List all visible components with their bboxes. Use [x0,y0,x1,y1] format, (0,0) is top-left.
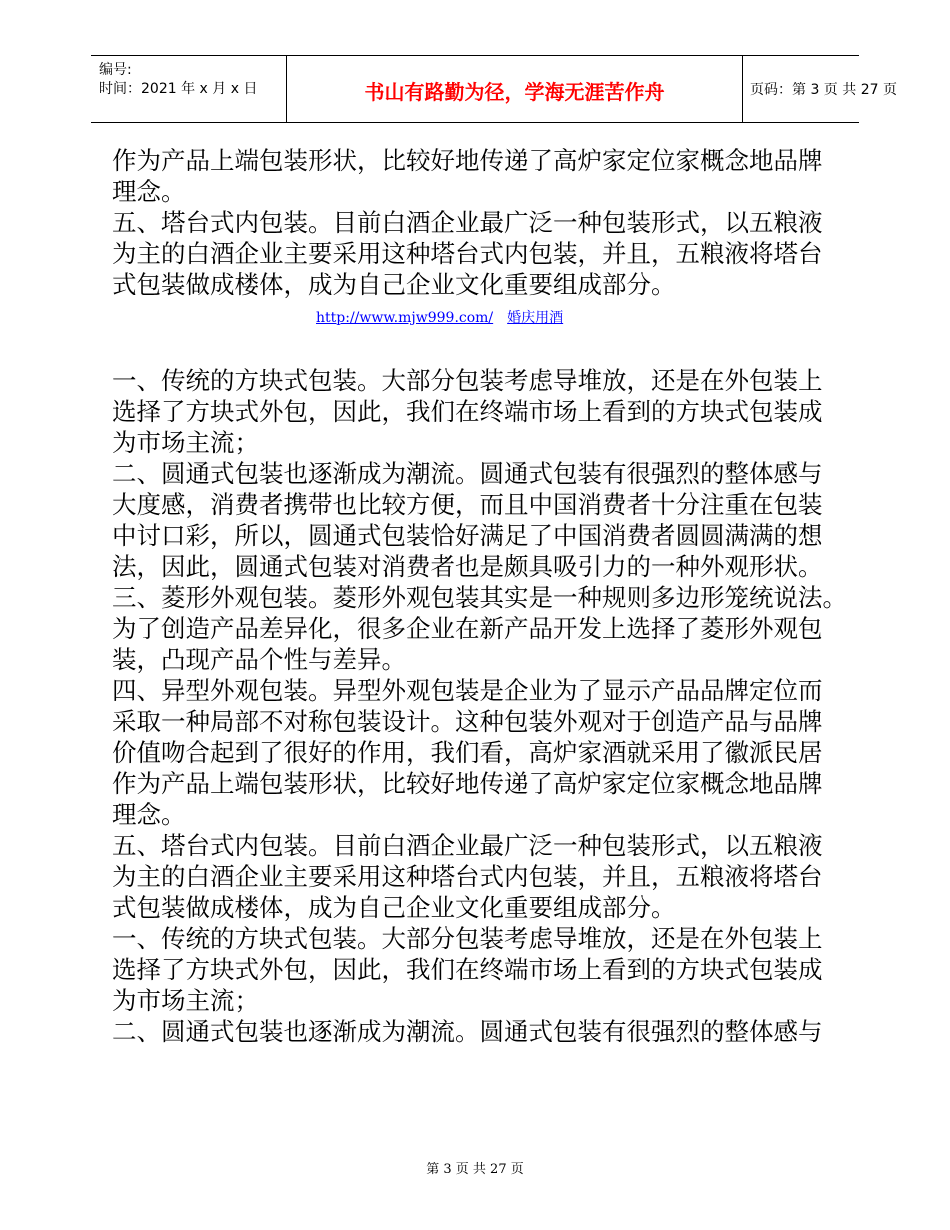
text-line: 作为产品上端包装形状，比较好地传递了高炉家定位家概念地品牌 [112,769,823,798]
text-line: 理念。 [112,800,186,829]
text-line: 大度感，消费者携带也比较方便，而且中国消费者十分注重在包装 [112,490,823,519]
header-motto: 书山有路勤为径，学海无涯苦作舟 [364,80,665,104]
text-line: 为主的白酒企业主要采用这种塔台式内包装，并且，五粮液将塔台 [112,862,823,891]
text-line: 中讨口彩，所以，圆通式包装恰好满足了中国消费者圆圆满满的想 [112,521,823,550]
text-line: 选择了方块式外包，因此，我们在终端市场上看到的方块式包装成 [112,397,823,426]
text-line: 二、圆通式包装也逐渐成为潮流。圆通式包装有很强烈的整体感与 [112,459,823,488]
text-line: 式包装做成楼体，成为自己企业文化重要组成部分。 [112,893,676,922]
text-line: 采取一种局部不对称包装设计。这种包装外观对于创造产品与品牌 [112,707,823,736]
link-line [316,307,563,327]
text-line: 为市场主流； [112,986,259,1015]
text-line: 一、传统的方块式包装。大部分包装考虑导堆放，还是在外包装上 [112,924,823,953]
header-meta-cell [91,56,286,122]
text-line: 二、圆通式包装也逐渐成为潮流。圆通式包装有很强烈的整体感与 [112,1017,823,1046]
page-footer: 第 3 页 共 27 页 [426,1162,524,1177]
text-line: 五、塔台式内包装。目前白酒企业最广泛一种包装形式，以五粮液 [112,208,823,237]
header-page-info: 页码：第 3 页 共 27 页 [750,82,897,98]
website-link[interactable]: http://www.mjw999.com/ [316,310,494,326]
text-line: 为了创造产品差异化，很多企业在新产品开发上选择了菱形外观包 [112,614,823,643]
main-body-text [112,365,852,1047]
text-line: 五、塔台式内包装。目前白酒企业最广泛一种包装形式，以五粮液 [112,831,823,860]
text-line: 理念。 [112,177,186,206]
page-header [91,55,897,123]
header-motto-cell [286,56,743,122]
text-line: 四、异型外观包装。异型外观包装是企业为了显示产品品牌定位而 [112,676,823,705]
text-line: 为市场主流； [112,428,259,457]
text-line: 选择了方块式外包，因此，我们在终端市场上看到的方块式包装成 [112,955,823,984]
text-line: 装，凸现产品个性与差异。 [112,645,406,674]
text-line: 三、菱形外观包装。菱形外观包装其实是一种规则多边形笼统说法。 [112,583,847,612]
header-page-cell [742,56,897,122]
document-number-label: 编号: [99,62,132,78]
text-line: 为主的白酒企业主要采用这种塔台式内包装，并且，五粮液将塔台 [112,239,823,268]
text-line: 价值吻合起到了很好的作用，我们看，高炉家酒就采用了徽派民居 [112,738,823,767]
text-line: 式包装做成楼体，成为自己企业文化重要组成部分。 [112,270,676,299]
text-line: 作为产品上端包装形状，比较好地传递了高炉家定位家概念地品牌 [112,146,823,175]
text-line: 一、传统的方块式包装。大部分包装考虑导堆放，还是在外包装上 [112,366,823,395]
document-date-label: 时间：2021 年 x 月 x 日 [99,81,258,97]
wedding-wine-link[interactable]: 婚庆用酒 [507,310,564,326]
text-line: 法，因此，圆通式包装对消费者也是颇具吸引力的一种外观形状。 [112,552,823,581]
intro-paragraph [112,145,852,300]
